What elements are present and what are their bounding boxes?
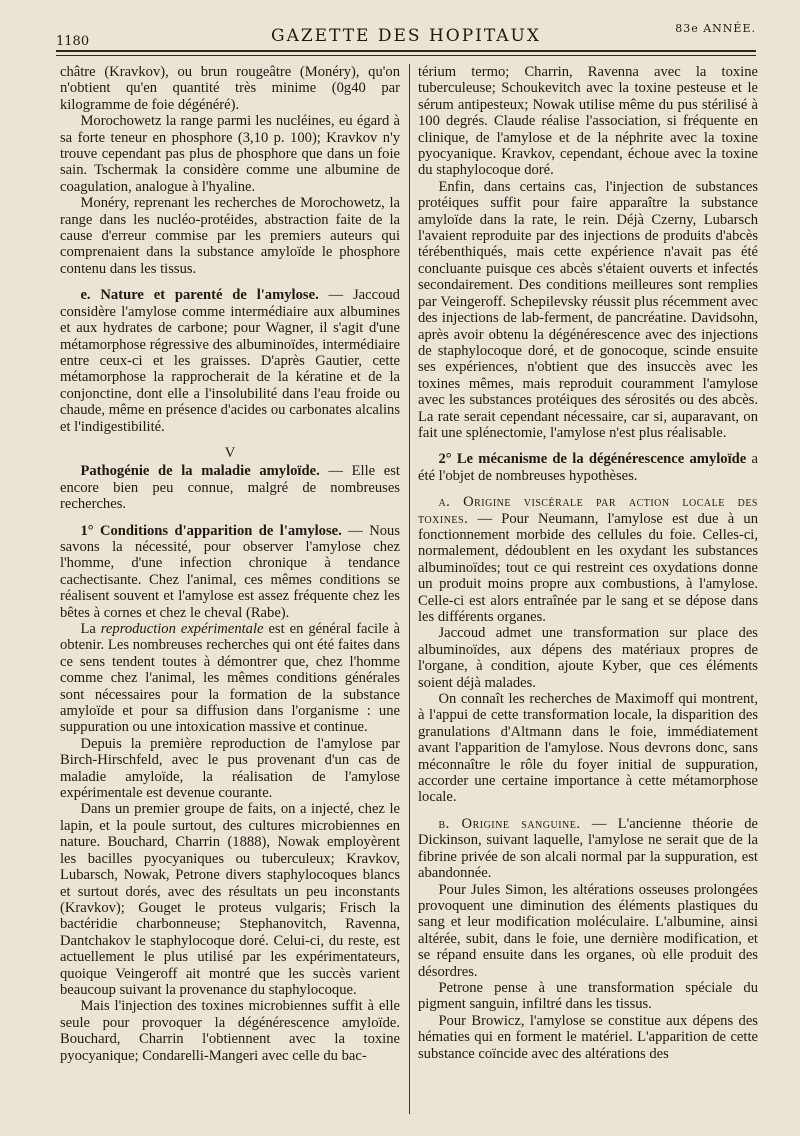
paragraph: Mais l'injection des toxines microbiennes suffit à elle seule pour provoquer la dégénérescence amyloïde. Bouchard, Charrin l'obtiennent avec la toxine pyocyanique; Condarelli-Mangeri avec celle du bac- xyxy=(60,998,400,1064)
paragraph: Morochowetz la range parmi les nucléines, eu égard à sa forte teneur en phosphore (3,10 p. 100); Kravkov n'y trouve cependant pas plus de phosphore que dans un foie sain. Tschermak la considère comme une albumine de coagulation, analogue à l'hyaline. xyxy=(60,113,400,195)
column-divider xyxy=(409,64,410,1114)
section-heading: e. Nature et parenté de l'amylose. xyxy=(80,287,319,304)
section-heading: 2° Le mécanisme de la dégénérescence amyloïde xyxy=(438,451,747,468)
paragraph: Enfin, dans certains cas, l'injection de substances protéiques suffit pour faire apparaître la substance amyloïde dans la rate, le rein. Déjà Czerny, Lubarsch l'avaient reproduite par des injections de produits d'abcès térébenthiqués, mais cette expérience n'avait pas été concluante puisque ces abcès s'étaient ouverts et infectés secondairement. Des conditions meilleures sont remplies par Veingeroff. Schepilevsky réussit plus récemment avec des injections de lab-ferment, de pancréatine. Davidsohn, après avoir obtenu la dégénérescence avec des injections de staphylocoque doré, et de gonocoque, scinde ensuite ses expériences, n'obtient que des insuccès avec les toxines mêmes, mais reproduit couramment l'amylose avec les substances protéiques des sérosités ou des abcès. La rate serait cependant nécessaire, car si, auparavant, on fait une splénectomie, l'amylose n'est plus réalisable. xyxy=(418,178,758,441)
paragraph: Pour Jules Simon, les altérations osseuses prolongées provoquent une diminution des éléments plastiques du sang et leur modification moléculaire. L'albumine, ainsi altérée, subit, dans le foie, une dernière modification, et se répand ensuite dans les organes, où elle produit des désordres. xyxy=(418,881,758,980)
section-heading: Pathogénie de la maladie amyloïde. xyxy=(80,463,320,480)
paragraph: Pour Browicz, l'amylose se constitue aux dépens des hématies qui en forment le matériel. L'apparition de cette substance coïncide avec des altérations des xyxy=(418,1012,758,1062)
paragraph: Petrone pense à une transformation spéciale du pigment sanguin, infiltré dans les tissus. xyxy=(418,979,758,1013)
right-column xyxy=(418,64,758,1124)
paragraph: Monéry, reprenant les recherches de Morochowetz, la range dans les nucléo-protéides, abstraction faite de la cause d'erreur commise par les premiers auteurs qui comprenaient dans la substance amyloïde le phosphore contenu dans les tissus. xyxy=(60,195,400,277)
origine-sanguine-paragraph xyxy=(418,816,758,882)
section-heading: a. Origine viscérale par action locale des toxines. xyxy=(418,494,758,527)
mecanisme-paragraph xyxy=(418,451,758,484)
reproduction-paragraph xyxy=(60,621,400,736)
left-column xyxy=(60,64,400,1124)
text-run: est en général facile à obtenir. Les nombreuses recherches qui ont été faites dans ce sens tendent toutes à démontrer que, chez l'homme comme chez l'animal, les mêmes conditions générales sont nécessaires pour la formation de la substance amyloïde et pour sa diffusion dans l'organisme : une suppuration ou une intoxication massive et continue. xyxy=(60,621,400,736)
pathogenie-paragraph xyxy=(60,463,400,512)
paragraph: Dans un premier groupe de faits, on a injecté, chez le lapin, et la poule surtout, des cultures microbiennes en nature. Bouchard, Charrin (1888), Nowak employèrent les bacilles pyocyaniques ou tuberculeux; Kravkov, Lubarsch, Nowak, Petrone divers staphylocoques blancs et surtout dorés, avec des résultats un peu inconstants (Kravkov); Gouget le proteus vulgaris; Frisch la bactéridie charbonneuse; Stephanovitch, Ravenna, Dantchakov le staphylocoque doré. Celui-ci, du reste, est actuellement le plus utilisé par les expérimentateurs, quoique Veingeroff ait montré que les succès varient beaucoup suivant la provenance du staphylocoque. xyxy=(60,801,400,998)
header-rule-thin xyxy=(56,55,756,56)
paragraph: Jaccoud admet une transformation sur place des albuminoïdes, aux dépens des matériaux propres de l'organe, à condition, ajoute Kyber, que ces éléments soient déjà malades. xyxy=(418,625,758,691)
year-label: 83e ANNÉE. xyxy=(675,22,756,35)
section-e xyxy=(60,287,400,435)
section-text: — Elle est encore bien peu connue, malgré de nombreuses recherches. xyxy=(60,463,400,513)
journal-title: GAZETTE DES HOPITAUX xyxy=(270,26,541,46)
header-rule-thick xyxy=(56,50,756,52)
section-heading: b. Origine sanguine. xyxy=(438,815,581,832)
section-text: — Jaccoud considère l'amylose comme intermédiaire aux albumines et aux hydrates de carbone; pour Wagner, il s'agit d'une métamorphose régressive des albuminoïdes, intermédiaire entre ceux-ci et les graisses. D'après Gautier, cette métamorphose la rapprocherait de la kératine et de la conjonctine, dont elle a l'insolubilité dans l'eau froide ou chaude, même en présence d'acides ou carbonates alcalins et l'indigestibilité. xyxy=(60,287,400,435)
section-text: a été l'objet de nombreuses hypothèses. xyxy=(418,451,758,484)
paragraph: térium termo; Charrin, Ravenna avec la toxine tuberculeuse; Schoukevitch avec la toxine pesteuse et le sérum antipesteux; Nowak utilise même du pus stérilisé à 100 degrés. Claude réalise l'association, si fréquente en clinique, de l'amylose et de la néphrite avec la toxine pyocyanique. Kravkov, cependant, échoue avec la toxine du staphylocoque doré. xyxy=(418,64,758,179)
section-heading: 1° Conditions d'apparition de l'amylose. xyxy=(80,522,342,539)
text-run: La xyxy=(80,621,101,637)
page-number: 1180 xyxy=(56,34,90,49)
paragraph: On connaît les recherches de Maximoff qui montrent, à l'appui de cette transformation locale, la disparition des granulations d'Altmann dans le foie, immédiatement avant l'apparition de l'amylose. Nous devrons donc, sans méconnaître le rôle du foyer initial de suppuration, accorder une certaine importance à cette métamorphose locale. xyxy=(418,691,758,806)
section-text: — Nous savons la nécessité, pour observer l'amylose chez l'homme, d'une infection chronique à tendance cachectisante. Chez l'animal, ces mêmes conditions se réalisent souvent et l'amylose est assez fréquente chez les bêtes à cornes et chez le cheval (Rabe). xyxy=(60,522,400,621)
origine-viscerale-paragraph xyxy=(418,494,758,625)
section-numeral: V xyxy=(224,444,236,461)
section-text: — L'ancienne théorie de Dickinson, suivant laquelle, l'amylose ne serait que de la fibrine privée de son alcali normal par la suppuration, est abandonnée. xyxy=(418,815,758,882)
italic-term: reproduction expérimentale xyxy=(100,621,264,637)
page-header xyxy=(56,22,756,48)
paragraph: châtre (Kravkov), ou brun rougeâtre (Monéry), qu'on n'obtient qu'en quantité très minime (0g40 par kilogramme de foie dégénéré). xyxy=(60,64,400,113)
conditions-paragraph xyxy=(60,523,400,621)
section-text: — Pour Neumann, l'amylose est due à un fonctionnement morbide des cellules du foie. Celles-ci, normalement, dédoublent en les oxydant les substances albuminoïdes; tout ce qui restreint ces oxydations donne un produit moins propre aux combustions, à l'amylose. Celle-ci est alors entraînée par le sang et se dépose dans les différents organes. xyxy=(418,510,758,625)
paragraph: Depuis la première reproduction de l'amylose par Birch-Hirschfeld, avec le pus provenant d'un cas de maladie amyloïde, la réalisation de l'amylose expérimentale est devenue courante. xyxy=(60,735,400,802)
